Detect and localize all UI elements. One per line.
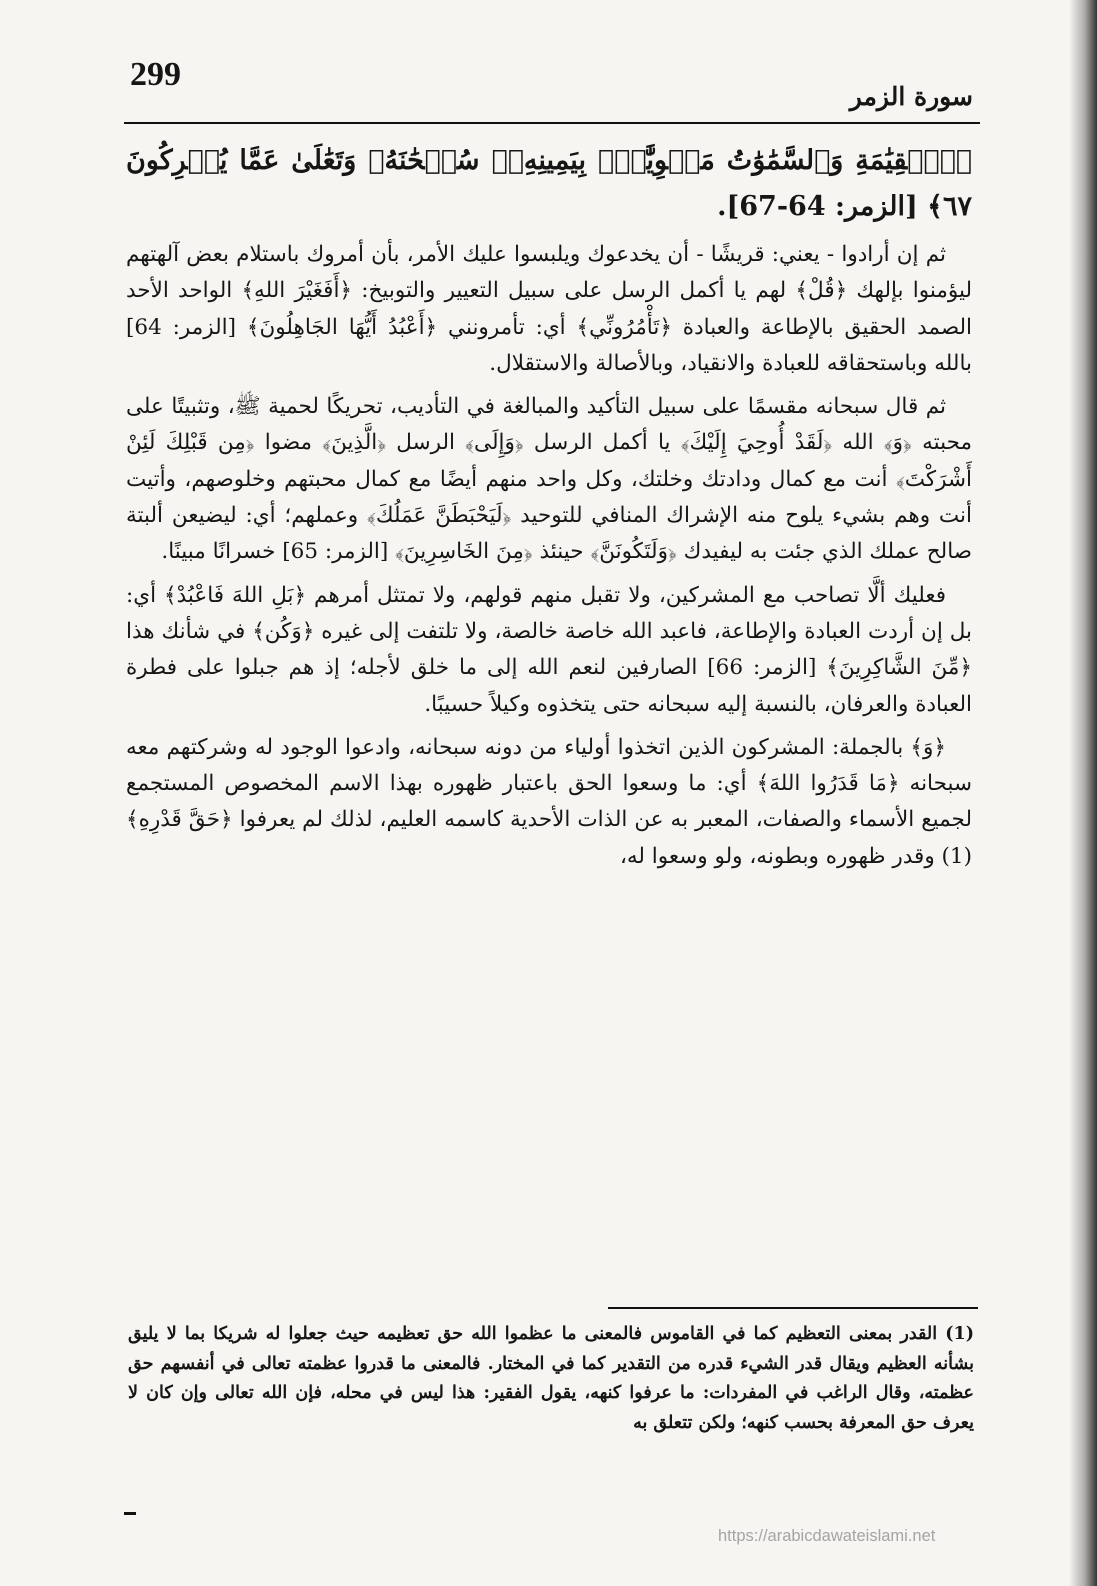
footnote-continuation-mark	[124, 1512, 136, 1515]
footnotes	[128, 1320, 974, 1438]
paragraph: فعليك ألَّا تصاحب مع المشركين، ولا تقبل منهم قولهم، ولا تمتثل أمرهم ﴿بَلِ اللهَ فَاعْبُدْ﴾ أي: بل إن أردت العبادة والإطاعة، فاعبد الله خاصة خالصة، ولا تلتفت إلى غيره ﴿وَكُن﴾ في شأنك هذا ﴿مِّنَ الشَّاكِرِينَ﴾ [الزمر: 66] الصارفين لنعم الله إلى ما خلق لأجله؛ إذ هم جبلوا على فطرة العبادة والعرفان، بالنسبة إليه سبحانه حتى يتخذوه وكيلاً حسيبًا.	[126, 582, 972, 717]
paragraph: ثم قال سبحانه مقسمًا على سبيل التأكيد والمبالغة في التأديب، تحريكًا لحمية ﷺ، وتثبيتًا على محبته ﴿وَ﴾ الله ﴿لَقَدْ أُوحِيَ إِلَيْكَ﴾ يا أكمل الرسل ﴿وَإِلَى﴾ الرسل ﴿الَّذِينَ﴾ مضوا ﴿مِن قَبْلِكَ لَئِنْ أَشْرَكْتَ﴾ أنت مع كمال ودادتك وخلتك، وكل واحد منهم أيضًا مع كمال محبتهم وخلوصهم، وأتيت أنت وهم بشيء يلوح منه الإشراك المنافي للتوحيد ﴿لَيَحْبَطَنَّ عَمَلُكَ﴾ وعملهم؛ أي: ليضيعن ألبتة صالح عملك الذي جئت به ليفيدك ﴿وَلَتَكُونَنَّ﴾ حينئذ ﴿مِنَ الخَاسِرِينَ﴾ [الزمر: 65] خسرانًا مبينًا.	[126, 394, 972, 565]
footnote-divider	[608, 1307, 978, 1309]
paragraph: ﴿وَ﴾ بالجملة: المشركون الذين اتخذوا أولياء من دونه سبحانه، وادعوا الوجود له وشركتهم معه سبحانه ﴿مَا قَدَرُوا اللهَ﴾ أي: ما وسعوا الحق باعتبار ظهوره بهذا الاسم المخصوص المستجمع لجميع الأسماء والصفات، المعبر به عن الذات الأحدية كاسمه العليم، لذلك لم يعرفوا ﴿حَقَّ قَدْرِهِ﴾(1) وقدر ظهوره وبطونه، ولو وسعوا له،	[126, 734, 972, 869]
scan-edge-shadow	[1069, 0, 1097, 1586]
footnote: (1) القدر بمعنى التعظيم كما في القاموس فالمعنى ما عظموا الله حق تعظيمه حيث جعلوا له شريكا بما لا يليق بشأنه العظيم ويقال قدر الشيء قدره من التقدير كما في المختار. فالمعنى ما قدروا عظمته تعالى في أنفسهم حق عظمته، وقال الراغب في المفردات: ما عرفوا كنهه، يقول الفقير: هذا ليس في محله، فإن الله تعالى وإن كان لا يعرف حق المعرفة بحسب كنهه؛ ولكن تتعلق به	[128, 1324, 974, 1433]
paragraph: ثم إن أرادوا - يعني: قريشًا - أن يخدعوك ويلبسوا عليك الأمر، بأن أمروك باستلام بعض آلهتهم ليؤمنوا بإلهك ﴿قُلْ﴾ لهم يا أكمل الرسل على سبيل التعيير والتوبيخ: ﴿أَفَغَيْرَ اللهِ﴾ الواحد الأحد الصمد الحقيق بالإطاعة والعبادة ﴿تَأْمُرُونِّي﴾ أي: تأمرونني ﴿أَعْبُدُ أَيُّهَا الجَاهِلُونَ﴾ [الزمر: 64] بالله وباستحقاقه للعبادة والانقياد، وبالأصالة والاستقلال.	[126, 242, 972, 376]
watermark-url: https://arabicdawateislami.net	[718, 1527, 936, 1545]
quran-verse-line: ﴿ٱلۡقِيَٰمَةِ وَٱلسَّمَٰوَٰتُ مَطۡوِيَّٰتُۢ بِيَمِينِهِۦۚ سُبۡحَٰنَهُۥ وَتَعَٰلَىٰ عَمَّا يُشۡرِكُونَ ٦٧﴾ [الزمر: 64-67].	[126, 145, 972, 222]
surah-title: سورة الزمر	[849, 82, 973, 111]
page-number: 299	[130, 56, 181, 93]
main-text	[126, 138, 972, 882]
header-divider	[124, 122, 980, 124]
